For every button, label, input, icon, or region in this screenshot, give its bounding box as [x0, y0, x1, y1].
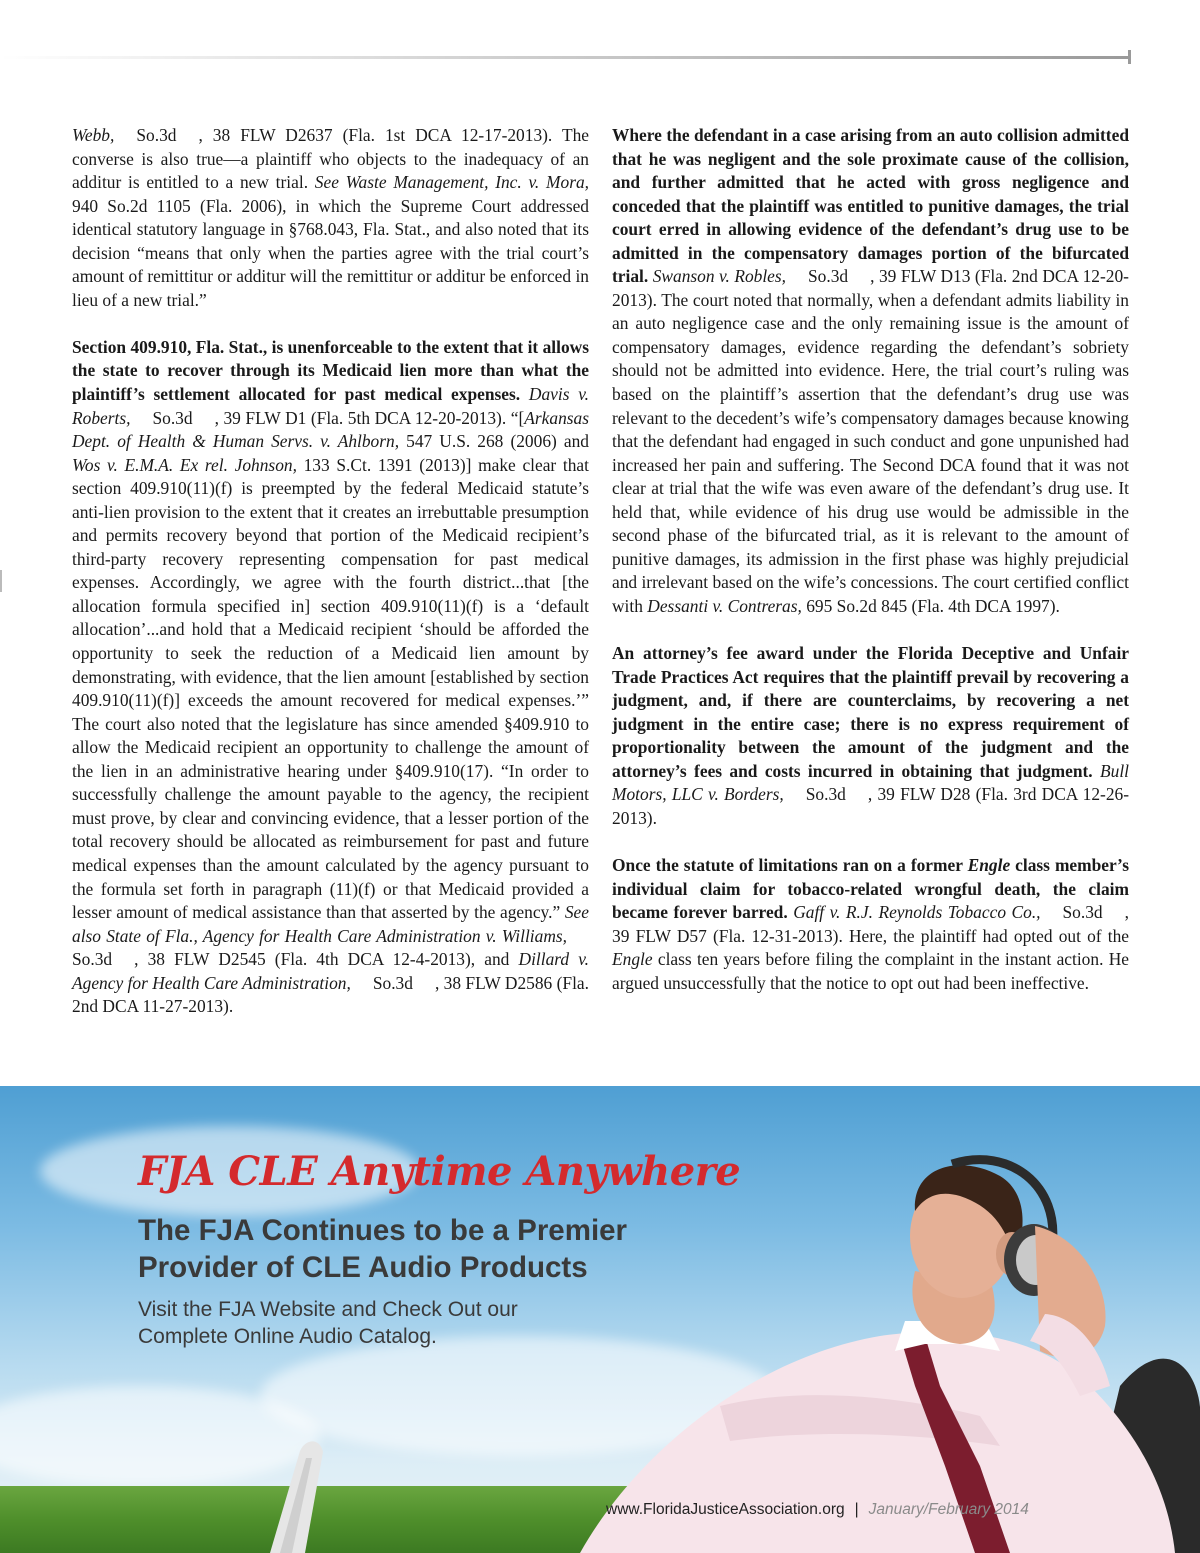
paragraph-text: 940 So.2d 1105 (Fla. 2006), in which the Supreme Court addressed identical statutory language in §768.043, Fla. Stat., and also noted that its decision “means that only when the parties agree with the trial court’s amount of remittitur or additur will the remittitur or additur be enforced in lieu of a new trial.”: [72, 195, 589, 310]
top-rule-end-cap: [1128, 50, 1131, 64]
paragraph-drug-use-evidence: [612, 124, 1129, 618]
paragraph-text: 133 S.Ct. 1391 (2013)] make clear that section 409.910(11)(f) is preempted by the federal Medicaid statute’s anti-lien provision to the extent that it creates an irrebuttable presumption and permits recovery beyond that portion of the Medicaid recipient’s third-party recovery representing compensation for past medical expenses. Accordingly, we agree with the fourth district...that [the allocation formula specified in] section 409.910(11)(f) is a ‘default allocation’...and hold that a Medicaid recipient ‘should be afforded the opportunity to seek the reduction of a Medicaid lien amount by demonstrating, with evidence, that the lien amount [established by section 409.910(11)(f)] exceeds the amount recovered for medical expenses.’” The court also noted that the legislature has since amended §409.910 to allow the Medicaid recipient an opportunity to challenge the amount of the lien in an administrative hearing under §409.910(17). “In order to successfully challenge the amount payable to the agency, the recipient must prove, by clear and convincing evidence, that a lesser portion of the total recovery should be allocated as reimbursement for past and future medical expenses than the amount calculated by the agency pursuant to the formula set forth in paragraph (11)(f) or that Medicaid provided a lesser amount of medical assistance than that asserted by the agency.”: [72, 454, 589, 923]
left-column: [72, 124, 589, 1019]
citation-reporter: So.3d: [136, 125, 177, 145]
margin-mark: [0, 570, 2, 592]
paragraph-fdutpa-fees: [612, 642, 1129, 830]
ad-subtitle-line: The FJA Continues to be a Premier: [138, 1214, 628, 1247]
paragraph-text: , 39 FLW D57 (Fla. 12-31-2013). Here, the plaintiff had opted out of the: [612, 902, 1129, 946]
citation-reporter: So.3d: [372, 972, 413, 993]
paragraph-text: , 39 FLW D28 (Fla. 3rd DCA 12-26-2013).: [612, 784, 1129, 828]
right-column: [612, 124, 1129, 995]
ad-body: [138, 1296, 658, 1350]
paragraph-engle-limitations: [612, 854, 1129, 995]
ad-subtitle: [138, 1212, 758, 1286]
paragraph-heading: Section 409.910, Fla. Stat., is unenforceable to the extent that it allows the state to recover through its Medicaid lien more than what the plaintiff’s settlement allocated for past medical expenses.: [72, 336, 589, 405]
paragraph-heading: An attorney’s fee award under the Florida Deceptive and Unfair Trade Practices Act requires that the plaintiff prevail by recovering a judgment, and, if there are counterclaims, by recovering a net judgment in the entire case; there is no express requirement of proportionality between the amount of the judgment and the attorney’s fees and costs incurred in obtaining that judgment.: [612, 643, 1129, 781]
heading-text: Once the statute of limitations ran on a former: [612, 854, 963, 875]
ad-title: FJA CLE Anytime Anywhere: [138, 1148, 741, 1195]
citation-reporter: So.3d: [808, 266, 849, 287]
paragraph-text: , 38 FLW D2637 (Fla. 1st DCA 12-17-2013). The converse is also true—a plaintiff who objects to the inadequacy of an additur is entitled to a new trial.: [72, 125, 589, 193]
case-name: Gaff v. R.J. Reynolds Tobacco Co.,: [793, 902, 1041, 923]
paragraph-text: , 38 FLW D2545 (Fla. 4th DCA 12-4-2013), and: [134, 949, 510, 970]
citation-reporter: So.3d: [152, 407, 193, 428]
footer-date: January/February 2014: [868, 1501, 1029, 1518]
citation-reporter: So.3d: [1062, 902, 1103, 923]
ad-body-line: Visit the FJA Website and Check Out our: [138, 1298, 518, 1321]
paragraph-heading: Where the defendant in a case arising from an auto collision admitted that he was negligent and the sole proximate cause of the collision, and further admitted that he acted with gross negligence and conceded that the plaintiff was entitled to punitive damages, the trial court erred in allowing evidence of the defendant’s drug use to be admitted in the compensatory damages portion of the bifurcated trial.: [612, 125, 1129, 287]
paragraph-medicaid-lien: [72, 336, 589, 1019]
case-name: Arkansas Dept. of Health & Human Servs. v. Ahlborn,: [72, 407, 589, 452]
paragraph-text: , 39 FLW D13 (Fla. 2nd DCA 12-20-2013). The court noted that normally, when a defendant admits liability in an auto negligence case and the only remaining issue is the amount of compensatory damages, evidence regarding the defendant’s sobriety should not be admitted into evidence. Here, the trial court’s ruling was based on the plaintiff’s assertion that the defendant’s drug use was relevant to the decedent’s wife’s compensatory damages because knowing that the defendant had engaged in such conduct and gone unpunished had increased her pain and suffering. The Second DCA found that it was not clear at trial that the wife was even aware of the defendant’s drug use. It held that, while evidence of his drug use would be admissible in the second phase of the bifurcated trial, as it is relevant to the amount of punitive damages, its admission in the first phase was highly prejudicial and irrelevant based on the wife’s concessions. The court certified conflict with: [612, 266, 1129, 616]
advertisement-banner: [0, 1086, 1200, 1553]
case-name: See Waste Management, Inc. v. Mora,: [314, 172, 590, 193]
footer-website[interactable]: www.FloridaJusticeAssociation.org: [606, 1501, 845, 1518]
case-name: See also State of Fla., Agency for Health Care Administration v. Williams,: [72, 902, 589, 946]
case-name: Davis v. Roberts,: [72, 384, 589, 428]
footer-separator: |: [854, 1501, 859, 1518]
case-name: Wos v. E.M.A. Ex rel. Johnson,: [72, 454, 297, 475]
paragraph-text: , 38 FLW D2586 (Fla. 2nd DCA 11-27-2013).: [72, 972, 589, 1017]
case-name: Engle: [967, 854, 1011, 875]
heading-text: class member’s individual claim for tobacco-related wrongful death, the claim became forever barred.: [612, 854, 1129, 923]
paragraph-text: 695 So.2d 845 (Fla. 4th DCA 1997).: [806, 595, 1060, 616]
ad-body-line: Complete Online Audio Catalog.: [138, 1325, 437, 1348]
case-name: Webb,: [72, 125, 115, 145]
paragraph-additur: [72, 124, 589, 312]
case-name: Bull Motors, LLC v. Borders,: [612, 760, 1129, 805]
top-rule: [0, 56, 1130, 59]
paragraph-text: , 39 FLW D1 (Fla. 5th DCA 12-20-2013). “[: [214, 407, 525, 428]
case-name: Dessanti v. Contreras,: [647, 595, 802, 616]
ad-subtitle-line: Provider of CLE Audio Products: [138, 1251, 588, 1284]
citation-reporter: So.3d: [805, 784, 846, 805]
page-footer: [606, 1501, 1029, 1519]
case-name: Dillard v. Agency for Health Care Administration,: [72, 949, 589, 993]
case-name: Swanson v. Robles,: [652, 266, 787, 287]
paragraph-text: class ten years before filing the complaint in the instant action. He argued unsuccessfully that the notice to opt out had been ineffective.: [612, 949, 1129, 993]
citation-reporter: So.3d: [72, 949, 113, 970]
paragraph-text: 547 U.S. 268 (2006) and: [406, 431, 589, 452]
case-name: Engle: [612, 949, 653, 970]
